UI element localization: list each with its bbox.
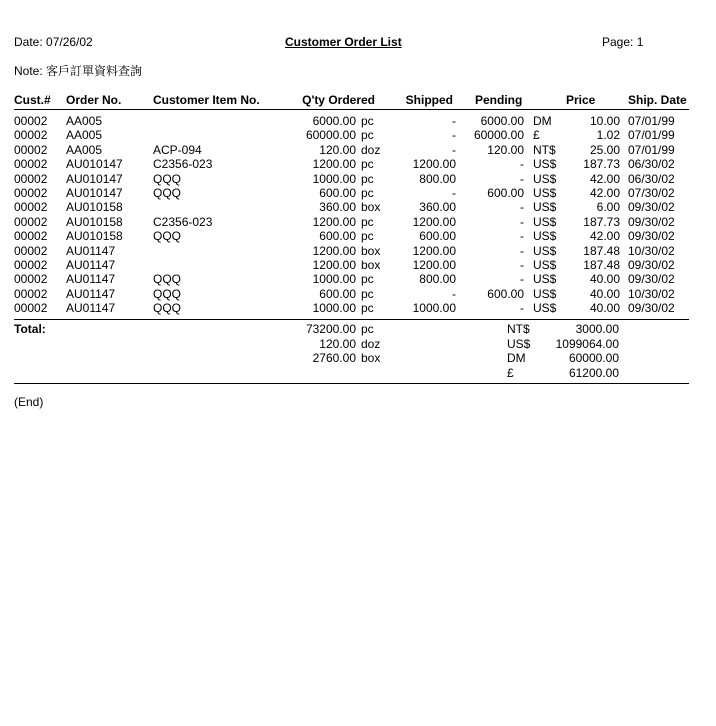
total-qty-unit: pc — [361, 322, 374, 336]
cell-date: 07/01/99 — [628, 114, 675, 128]
cell-item: QQQ — [153, 171, 182, 186]
cell-unit: pc — [361, 286, 374, 301]
cell-price: 10.00 — [589, 114, 620, 128]
cell-order: AU010158 — [66, 229, 123, 244]
cell-shipped: - — [452, 128, 456, 143]
cell-price: 42.00 — [589, 229, 620, 244]
cell-date: 09/30/02 — [628, 200, 675, 215]
cell-cust: 00002 — [14, 114, 48, 128]
total-amount: 3000.00 — [575, 322, 619, 336]
cell-unit: pc — [361, 128, 374, 143]
cell-order: AU010147 — [66, 171, 123, 186]
cell-unit: pc — [361, 214, 374, 229]
totals-divider — [14, 319, 689, 320]
cell-pending: - — [520, 258, 524, 272]
cell-cur: NT$ — [533, 142, 556, 157]
total-label: Total: — [14, 322, 46, 336]
cell-date: 09/30/02 — [628, 258, 675, 272]
cell-order: AU01147 — [66, 243, 116, 258]
cell-unit: pc — [361, 229, 374, 244]
cell-unit: pc — [361, 186, 374, 200]
cell-date: 07/01/99 — [628, 128, 675, 143]
cell-cust: 00002 — [14, 229, 48, 244]
cell-date: 10/30/02 — [628, 286, 675, 301]
cell-price: 187.48 — [583, 243, 620, 258]
cell-unit: box — [361, 243, 381, 258]
cell-item: QQQ — [153, 286, 182, 301]
cell-item: QQQ — [153, 272, 182, 287]
cell-pending: - — [520, 243, 524, 258]
cell-cust: 00002 — [14, 142, 48, 157]
cell-qty: 1200.00 — [312, 157, 356, 172]
cell-shipped: 1000.00 — [412, 301, 456, 316]
cell-cur: US$ — [533, 214, 557, 229]
cell-item: QQQ — [153, 229, 182, 244]
cell-price: 40.00 — [589, 301, 620, 316]
cell-cur: US$ — [533, 229, 557, 244]
cell-cur: £ — [533, 128, 540, 143]
cell-pending: 60000.00 — [473, 128, 524, 143]
cell-date: 09/30/02 — [628, 229, 675, 244]
cell-cust: 00002 — [14, 200, 48, 215]
cell-item: C2356-023 — [153, 214, 213, 229]
cell-order: AA005 — [66, 142, 103, 157]
cell-cust: 00002 — [14, 214, 48, 229]
cell-date: 07/01/99 — [628, 142, 675, 157]
total-amount: 1099064.00 — [555, 336, 619, 351]
cell-date: 09/30/02 — [628, 214, 675, 229]
cell-shipped: 1200.00 — [412, 258, 456, 272]
header-ship-date: Ship. Date — [628, 93, 687, 107]
cell-order: AU01147 — [66, 272, 116, 287]
cell-qty: 120.00 — [319, 142, 356, 157]
cell-unit: pc — [361, 272, 374, 287]
cell-order: AU01147 — [66, 301, 116, 316]
cell-shipped: 1200.00 — [412, 157, 456, 172]
cell-unit: box — [361, 258, 381, 272]
cell-unit: pc — [361, 157, 374, 172]
cell-shipped: 600.00 — [419, 229, 456, 244]
cell-order: AA005 — [66, 128, 103, 143]
cell-qty: 1000.00 — [312, 301, 356, 316]
header-pending: Pending — [475, 93, 523, 107]
cell-cur: DM — [533, 114, 552, 128]
cell-cust: 00002 — [14, 243, 48, 258]
cell-pending: - — [520, 171, 524, 186]
header-order-no: Order No. — [66, 93, 122, 107]
cell-qty: 60000.00 — [305, 128, 356, 143]
cell-cust: 00002 — [14, 157, 48, 172]
cell-price: 6.00 — [596, 200, 620, 215]
cell-order: AU010147 — [66, 157, 123, 172]
cell-qty: 360.00 — [319, 200, 356, 215]
cell-shipped: - — [452, 286, 456, 301]
total-currency: DM — [507, 351, 526, 365]
cell-pending: - — [520, 200, 524, 215]
cell-pending: 600.00 — [487, 186, 524, 200]
cell-item: QQQ — [153, 301, 182, 316]
cell-pending: - — [520, 229, 524, 244]
cell-shipped: - — [452, 186, 456, 200]
report-end: (End) — [14, 395, 44, 409]
cell-price: 42.00 — [589, 186, 620, 200]
header-qty-ordered: Q'ty Ordered — [302, 93, 375, 107]
cell-date: 07/30/02 — [628, 186, 675, 200]
total-amount: 60000.00 — [568, 351, 619, 365]
cell-shipped: 360.00 — [419, 200, 456, 215]
cell-shipped: 800.00 — [419, 272, 456, 287]
cell-cust: 00002 — [14, 171, 48, 186]
cell-unit: pc — [361, 171, 374, 186]
cell-price: 187.48 — [583, 258, 620, 272]
cell-cur: US$ — [533, 157, 557, 172]
cell-qty: 1000.00 — [312, 171, 356, 186]
report-title: Customer Order List — [285, 35, 402, 49]
cell-cur: US$ — [533, 272, 557, 287]
cell-order: AU01147 — [66, 286, 116, 301]
total-amount: 61200.00 — [568, 365, 619, 380]
cell-qty: 1000.00 — [312, 272, 356, 287]
cell-shipped: 800.00 — [419, 171, 456, 186]
cell-qty: 600.00 — [319, 229, 356, 244]
cell-date: 10/30/02 — [628, 243, 675, 258]
cell-pending: 600.00 — [487, 286, 524, 301]
header-shipped: Shipped — [405, 93, 453, 107]
header-price: Price — [566, 93, 596, 107]
total-qty-value: 120.00 — [319, 336, 356, 351]
cell-cur: US$ — [533, 200, 557, 215]
cell-shipped: - — [452, 114, 456, 128]
cell-unit: box — [361, 200, 381, 215]
cell-price: 25.00 — [589, 142, 620, 157]
cell-order: AU010147 — [66, 186, 123, 200]
cell-order: AU010158 — [66, 200, 123, 215]
cell-price: 40.00 — [589, 286, 620, 301]
cell-qty: 1200.00 — [312, 214, 356, 229]
total-qty-unit: doz — [361, 336, 381, 351]
cell-cur: US$ — [533, 286, 557, 301]
total-currency: US$ — [507, 336, 531, 351]
cell-shipped: - — [452, 142, 456, 157]
cell-order: AA005 — [66, 114, 103, 128]
cell-pending: - — [520, 272, 524, 287]
cell-shipped: 1200.00 — [412, 214, 456, 229]
cell-order: AU01147 — [66, 258, 116, 272]
cell-cust: 00002 — [14, 128, 48, 143]
cell-cur: US$ — [533, 171, 557, 186]
cell-cur: US$ — [533, 301, 557, 316]
cell-date: 09/30/02 — [628, 272, 675, 287]
cell-pending: 120.00 — [487, 142, 524, 157]
cell-pending: 6000.00 — [480, 114, 524, 128]
cell-qty: 600.00 — [319, 186, 356, 200]
cell-price: 40.00 — [589, 272, 620, 287]
cell-cust: 00002 — [14, 301, 48, 316]
cell-pending: - — [520, 157, 524, 172]
cell-item: C2356-023 — [153, 157, 213, 172]
cell-cust: 00002 — [14, 258, 48, 272]
header-divider — [14, 109, 689, 110]
cell-item: QQQ — [153, 186, 182, 200]
cell-price: 187.73 — [583, 214, 620, 229]
total-qty-value: 73200.00 — [305, 322, 356, 336]
cell-cur: US$ — [533, 186, 557, 200]
cell-unit: doz — [361, 142, 381, 157]
cell-unit: pc — [361, 301, 374, 316]
cell-cur: US$ — [533, 258, 557, 272]
cell-order: AU010158 — [66, 214, 123, 229]
cell-item: ACP-094 — [153, 142, 202, 157]
report-note: Note: 客戶訂單資料查詢 — [14, 64, 143, 78]
cell-cust: 00002 — [14, 186, 48, 200]
cell-pending: - — [520, 214, 524, 229]
total-qty-value: 2760.00 — [312, 351, 356, 365]
cell-cust: 00002 — [14, 286, 48, 301]
cell-date: 06/30/02 — [628, 171, 675, 186]
cell-cur: US$ — [533, 243, 557, 258]
cell-unit: pc — [361, 114, 374, 128]
total-currency: NT$ — [507, 322, 530, 336]
cell-price: 1.02 — [596, 128, 620, 143]
cell-price: 187.73 — [583, 157, 620, 172]
cell-price: 42.00 — [589, 171, 620, 186]
cell-qty: 1200.00 — [312, 258, 356, 272]
end-divider — [14, 383, 689, 384]
cell-cust: 00002 — [14, 272, 48, 287]
cell-qty: 600.00 — [319, 286, 356, 301]
total-currency: £ — [507, 365, 514, 380]
cell-shipped: 1200.00 — [412, 243, 456, 258]
total-qty-unit: box — [361, 351, 381, 365]
cell-qty: 6000.00 — [312, 114, 356, 128]
report-date: Date: 07/26/02 — [14, 35, 93, 49]
cell-pending: - — [520, 301, 524, 316]
page-number: Page: 1 — [602, 35, 644, 49]
header-customer-item-no: Customer Item No. — [153, 93, 260, 107]
cell-date: 06/30/02 — [628, 157, 675, 172]
cell-date: 09/30/02 — [628, 301, 675, 316]
header-cust: Cust.# — [14, 93, 51, 107]
cell-qty: 1200.00 — [312, 243, 356, 258]
